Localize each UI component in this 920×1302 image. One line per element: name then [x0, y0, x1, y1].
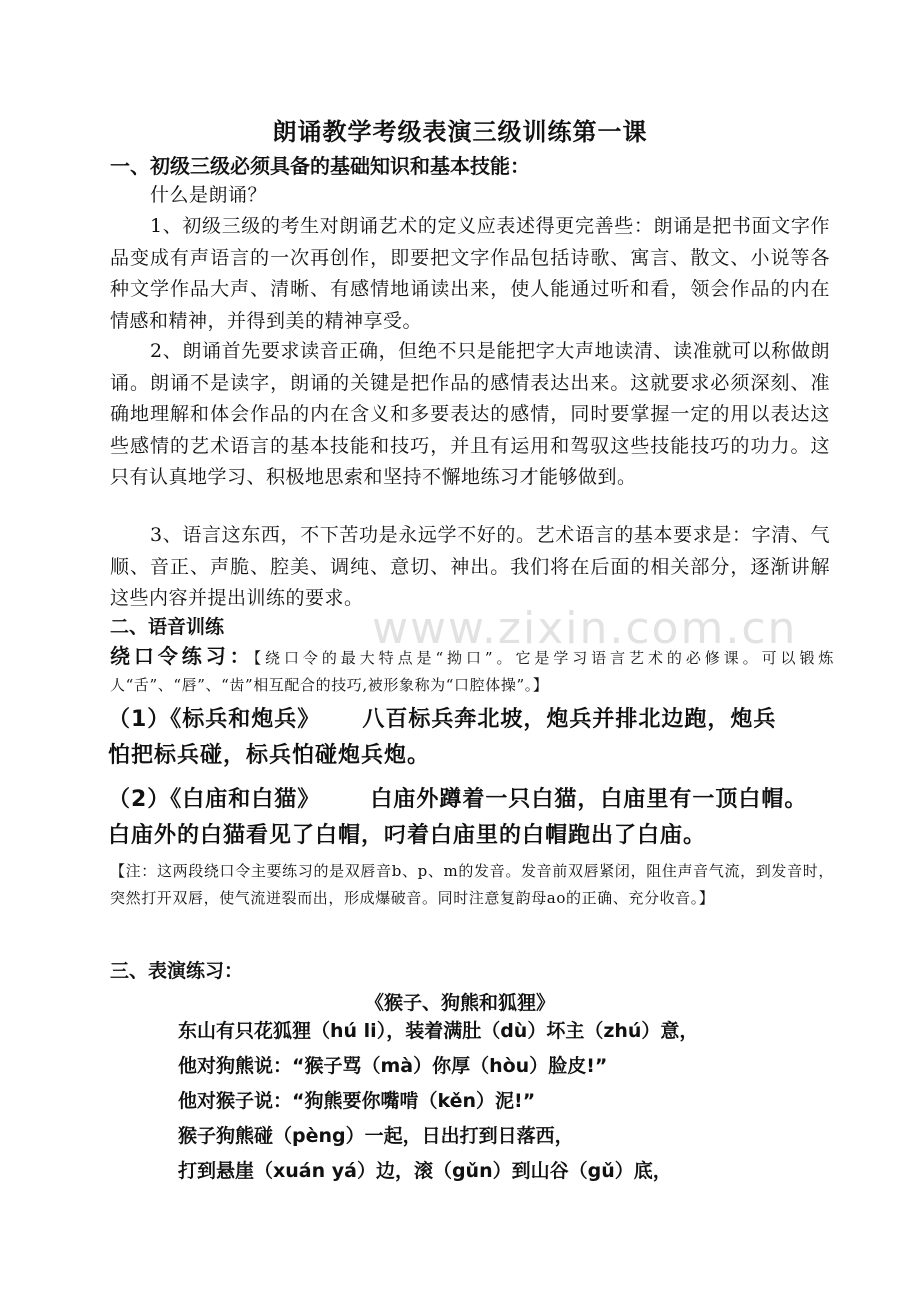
twister-footnote: 【注：这两段绕口令主要练习的是双唇音b、p、m的发音。发音前双唇紧闭，阻住声音气流，到发音时，突然打开双唇，使气流迸裂而出，形成爆破音。同时注意复韵母ao的正确、充分收音。】: [110, 862, 834, 907]
twister-item-2-text-a: 白庙外蹲着一只白猫，白庙里有一顶白帽。: [370, 787, 808, 812]
section1-paragraph-1: 1、初级三级的考生对朗诵艺术的定义应表述得更完善些：朗诵是把书面文字作品变成有声语言的一次再创作，即要把文字作品包括诗歌、寓言、散文、小说等各种文学作品大声、清晰、有感情地诵读出来，使人能通过听和看，领会作品的内在情感和精神，并得到美的精神享受。: [110, 215, 830, 332]
poem-line: 他对狗熊说：“猴子骂（mà）你厚（hòu）脸皮!”: [178, 1055, 608, 1077]
twister-item-1: [108, 702, 848, 774]
twister-item-2-text-b: 白庙外的白猫看见了白帽，叼着白庙里的白帽跑出了白庙。: [108, 823, 707, 848]
poem-line: 打到悬崖（xuán yá）边，滚（gǔn）到山谷（gǔ）底，: [178, 1160, 672, 1182]
twister-item-1-text-b: 怕把标兵碰，标兵怕碰炮兵炮。: [108, 743, 431, 768]
poem: [178, 1014, 878, 1189]
section2-heading: 二、语音训练: [110, 616, 225, 638]
poem-line: 他对猴子说：“狗熊要你嘴啃（kěn）泥!”: [178, 1090, 536, 1112]
poem-line: 猴子狗熊碰（pèng）一起，日出打到日落西，: [178, 1125, 574, 1147]
page-title: 朗诵教学考级表演三级训练第一课: [272, 118, 648, 146]
section1-question: 什么是朗诵？: [150, 184, 268, 206]
section1-paragraph-2: 2、朗诵首先要求读音正确，但绝不只是能把字大声地读清、读准就可以称做朗诵。朗诵不是读字，朗诵的关键是把作品的感情表达出来。这就要求必须深刻、准确地理解和体会作品的内在含义和多要表达的感情，同时要掌握一定的用以表达这些感情的艺术语言的基本技能和技巧，并且有运用和驾驭这些技能技巧的功力。这只有认真地学习、积极地思索和坚持不懈地练习才能够做到。: [110, 340, 830, 488]
watermark: www.zixin.com.cn: [372, 603, 798, 654]
twister-item-1-title: （1）《标兵和炮兵》: [108, 707, 321, 732]
section1-heading: 一、初级三级必须具备的基础知识和基本技能：: [110, 154, 530, 178]
section3-heading: 三、表演练习：: [110, 960, 244, 982]
twister-item-2-title: （2）《白庙和白猫》: [108, 787, 321, 812]
twister-label: 绕口令练习：: [110, 644, 254, 668]
twister-item-1-text-a: 八百标兵奔北坡，炮兵并排北边跑，炮兵: [362, 707, 777, 732]
poem-line: 东山有只花狐狸（hú li），装着满肚（dù）坏主（zhú）意，: [178, 1020, 699, 1042]
twister-note: 【绕口令的最大特点是“拗口”。它是学习语言艺术的必修课。可以锻炼人“舌”、“唇”、“齿”相互配合的技巧,被形象称为“口腔体操”。】: [110, 649, 834, 694]
section1-paragraph-3: 3、语言这东西，不下苦功是永远学不好的。艺术语言的基本要求是：字清、气顺、音正、声脆、腔美、调纯、意切、神出。我们将在后面的相关部分，逐渐讲解这些内容并提出训练的要求。: [110, 524, 830, 609]
twister-intro: [110, 643, 834, 699]
twister-item-2: [108, 782, 868, 854]
poem-title: 《猴子、狗熊和狐狸》: [364, 992, 555, 1014]
